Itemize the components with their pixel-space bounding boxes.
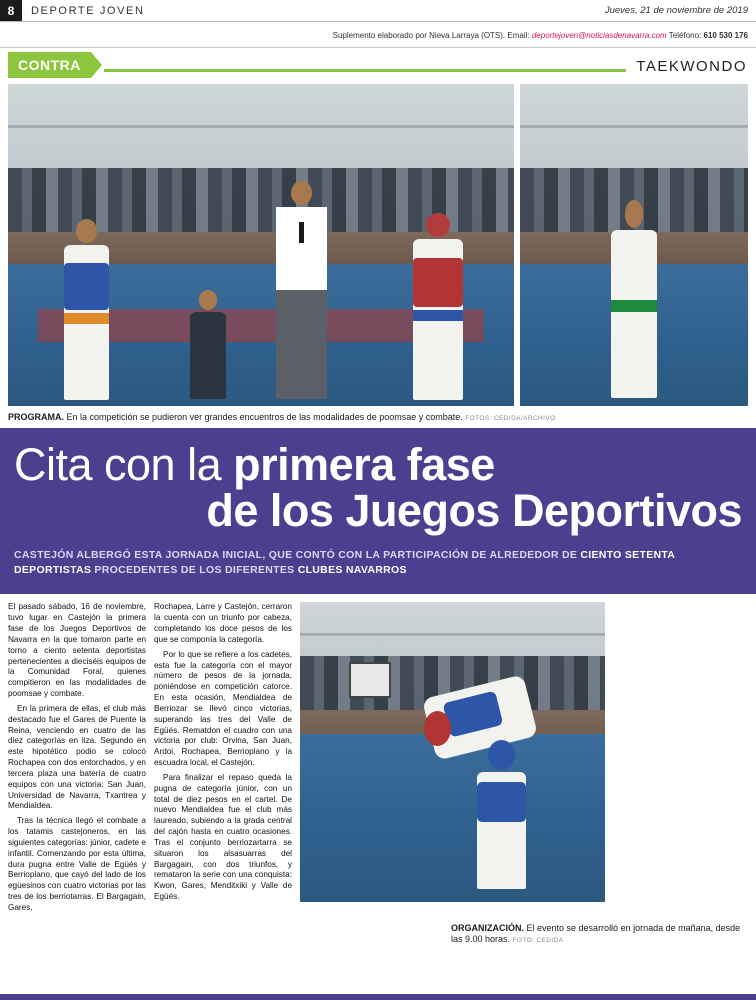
top-photo-row	[0, 78, 756, 406]
photo-bottom-combat	[300, 602, 605, 902]
photo-main-competition	[8, 84, 514, 406]
paragraph: Para finalizar el repaso queda la pugna de categoría júnior, con un total de diez pesos en el cartel. De nuevo Mendialdea fue el club más laureado, subiendo a la grada central del cajón hasta en cuatro ocasiones. Tras el conjunto berriozartarra se situaron los alsasuarras del Bargagain, con dos triunfos, y remataron la serie con una conquista: Kwon, Gares, Menditxiki y Valle de Egüés.	[154, 772, 292, 901]
credit-email[interactable]: deportejoven@noticiasdenavarra.com	[531, 31, 667, 40]
kicker-bold2: CLUBES NAVARROS	[297, 564, 407, 577]
top-caption-lead: PROGRAMA.	[8, 412, 64, 422]
article-column-2	[154, 602, 292, 917]
article-body	[0, 594, 756, 917]
credit-phone: 610 530 176	[703, 31, 748, 40]
section-name: DEPORTE JOVEN	[31, 4, 145, 17]
paragraph: En la primera de ellas, el club más destacado fue el Gares de Puente la Reina, venciendo en cuatro de las diez categorías en liza. Segundo en este hipotético podio se colocó Rochapea con dos entorchados, y en tercera plaza una batería de cuatro equipos con una victoria: San Juan, Universidad de Navarra, Txantrea y Mendialdea.	[8, 703, 146, 811]
athlete-kicking-chestguard	[442, 691, 503, 738]
photo-side-poomsae	[520, 84, 748, 406]
masthead-spacer	[145, 0, 605, 21]
athlete-poomsae-head	[625, 200, 643, 228]
kicker-part1: CASTEJÓN ALBERGÓ ESTA JORNADA INICIAL, QUE CONTÓ CON LA PARTICIPACIÓN DE ALREDEDOR DE	[14, 549, 581, 562]
page-title	[14, 439, 742, 537]
top-caption-text: En la competición se pudieron ver grandes encuentros de las modalidades de poomsae y combate.	[66, 412, 463, 422]
headline-kicker	[14, 548, 742, 578]
section-rule	[104, 52, 626, 72]
credit-prefix: Suplemento elaborado por Nieva Larraya (OTS). Email:	[332, 31, 530, 40]
contra-arrow-icon	[91, 52, 102, 78]
publication-date: Jueves, 21 de noviembre de 2019	[604, 5, 748, 16]
athlete-right-head	[426, 213, 449, 237]
paragraph: Rochapea, Larre y Castejón, cerraron la cuenta con un triunfo por cabeza, completando los doce pesos de los que se componía la categoría.	[154, 602, 292, 644]
athlete-defending-body	[477, 772, 526, 889]
headline-line1-plain: Cita con la	[14, 439, 234, 491]
referee-head	[291, 181, 311, 205]
athlete-right-belt	[413, 310, 464, 321]
athlete-left-belt	[64, 313, 110, 324]
paragraph: El pasado sábado, 16 de noviembre, tuvo lugar en Castejón la primera fase de los Juegos Deportivos de Navarra en la que tomaron parte en torno a ciento setenta deportistas pertenecientes a dieciséis equipos de la Comunidad Foral, quienes compitieron en las modalidades de poomsae y combate.	[8, 602, 146, 699]
seated-judge	[190, 290, 225, 399]
athlete-poomsae-belt	[611, 300, 657, 312]
masthead	[0, 0, 756, 22]
athlete-poomsae-body	[611, 230, 657, 398]
top-caption-credit: FOTOS: CEDIDA/ARCHIVO	[465, 415, 556, 422]
referee-shirt	[276, 207, 327, 290]
athlete-poomsae	[611, 200, 657, 400]
bottom-caption-lead: ORGANIZACIÓN.	[451, 922, 524, 933]
bottom-caption-credit: FOTO: CEDIDA	[512, 936, 564, 944]
referee	[276, 181, 327, 400]
athlete-defending-chestguard	[477, 782, 526, 822]
athlete-right-body	[413, 239, 464, 400]
athlete-kicking-helmet	[424, 711, 451, 746]
contra-tag: CONTRA	[8, 52, 91, 78]
athlete-defending-helmet	[488, 740, 515, 770]
bottom-color-strip	[0, 994, 756, 1000]
seated-judge-body	[190, 312, 225, 400]
kicker-part2: PROCEDENTES DE LOS DIFERENTES	[91, 564, 298, 577]
top-photo-caption	[0, 406, 756, 428]
headline-block	[0, 428, 756, 594]
bottom-photo-caption	[451, 918, 756, 946]
athlete-left	[64, 219, 110, 399]
credit-phone-label: Teléfono:	[668, 31, 702, 40]
referee-tie	[299, 222, 304, 244]
kicker-bold1: CIENTO SETENTA DEPORTISTAS	[14, 549, 675, 577]
athlete-left-chestguard	[64, 263, 110, 310]
athlete-right-chestguard	[413, 258, 464, 306]
discipline-label: TAEKWONDO	[636, 58, 747, 75]
paragraph: Tras la técnica llegó el combate a los tatamis castejoneros, en las siguientes categorías: júnior, cadete e infantil. Comenzando por esta última, dura pugna entre Valle de Egüés y Berrioplano, que cayó del lado de los egüesinos con cuatro victorias por las tres de los berriotarras. El Bargagain, Gares,	[8, 816, 146, 912]
paragraph: Por lo que se refiere a los cadetes, esta fue la categoría con el mayor número de pesos de la jornada, poniéndose en competición catorce. En esta ocasión, Mendialdea de Berriozar se llevó cinco victorias, superando las tres del Valle de Egüés. Rematdon el cuadro con una victoria por club: Orvina, San Juan, Ardoi, Rochapea, Berrioplano y la escuadra local, el Castejón.	[154, 649, 292, 768]
scoreboard	[349, 662, 392, 698]
supplement-credit	[0, 22, 756, 48]
referee-pants	[276, 290, 327, 399]
athlete-left-body	[64, 245, 110, 400]
athlete-right	[413, 213, 464, 400]
page-number: 8	[0, 0, 22, 21]
section-bar	[0, 52, 756, 78]
article-column-1	[8, 602, 146, 917]
athlete-defending	[477, 740, 526, 890]
headline-line1-bold: primera fase	[233, 439, 495, 491]
headline-line2: de los Juegos Deportivos	[206, 485, 742, 537]
athlete-left-head	[76, 219, 97, 242]
seated-judge-head	[199, 290, 217, 310]
bottom-caption-text: El evento se desarrolló en jornada de mañana, desde las 9.00 horas.	[451, 922, 741, 944]
